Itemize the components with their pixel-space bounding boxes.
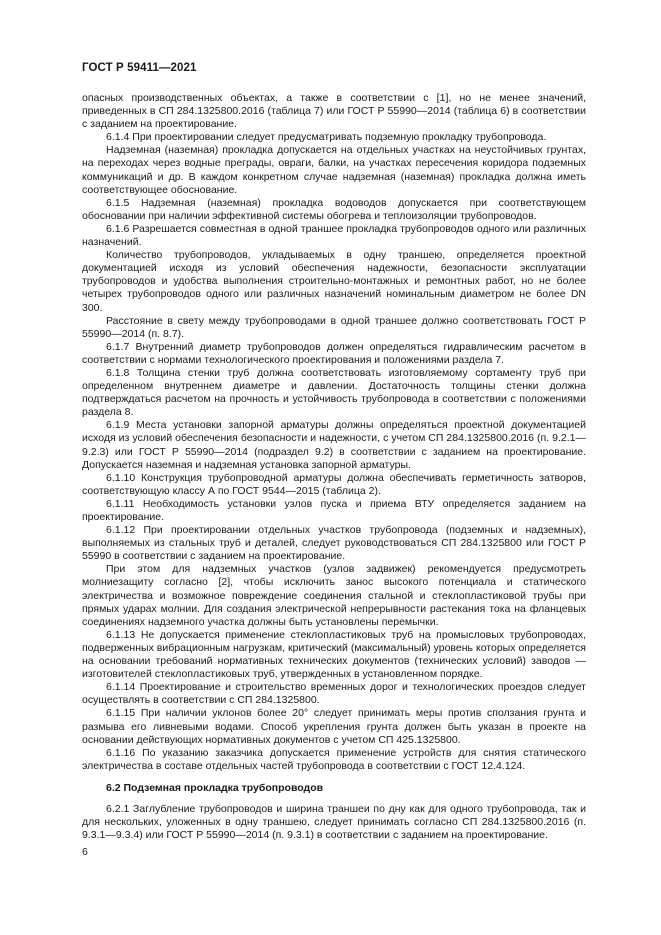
paragraph: опасных производственных объектах, а также в соответствии с [1], но не менее значений, приведенных в СП 284.1325800.2016 (таблица 7) или ГОСТ Р 55990—2014 (таблица 6) в соответствии с заданием на проектирование. <box>82 92 586 131</box>
paragraph: 6.2.1 Заглубление трубопроводов и ширина траншеи по дну как для одного трубопровода, так и для нескольких, уложенных в одну траншею, следует принимать согласно СП 284.1325800.2016 (п. 9.3.1—9.3.4) или ГОСТ Р 55990—2014 (п. 9.3.1) в соответствии с заданием на проектирование. <box>82 802 586 842</box>
paragraph: Надземная (наземная) прокладка допускается на отдельных участках на неустойчивых грунтах, на переходах через водные преграды, овраги, балки, на участках пересечения коридора подземных коммуникаций и др. В каждом конкретном случае надземная (наземная) прокладка должна иметь соответствующее обоснование. <box>82 144 586 196</box>
paragraph: 6.1.16 По указанию заказчика допускается применение устройств для снятия статического электричества в составе отдельных частей трубопровода в соответствии с ГОСТ 12.4.124. <box>82 746 586 772</box>
paragraph: 6.1.4 При проектировании следует предусматривать подземную прокладку трубопровода. <box>106 131 547 144</box>
paragraph: При этом для надземных участков (узлов задвижек) рекомендуется предусмотреть молниезащиту согласно [2], чтобы исключить занос высокого потенциала и статического электричества и возможное повреждение соединения стальной и стеклопластиковой трубы при прямых ударах молнии. Для создания электрической непрерывности растекания тока на фланцевых соединениях надземного участка должны быть установлены перемычки. <box>82 563 586 628</box>
paragraph: 6.1.7 Внутренний диаметр трубопроводов должен определяться гидравлическим расчетом в соответствии с нормами технологического проектирования и положениями раздела 7. <box>82 340 586 366</box>
document-body <box>82 92 586 842</box>
section-heading: 6.2 Подземная прокладка трубопроводов <box>106 781 324 794</box>
paragraph: 6.1.6 Разрешается совместная в одной траншее прокладка трубопроводов одного или различных назначений. <box>82 222 586 249</box>
paragraph: 6.1.14 Проектирование и строительство временных дорог и технологических проездов следует осуществлять в соответствии с СП 284.1325800. <box>82 681 586 707</box>
paragraph: 6.1.13 Не допускается применение стеклопластиковых труб на промысловых трубопроводах, подверженных вибрационным нагрузкам, критический (максимальный) уровень которых определяется на основании требований нормативных технических документов (технических условий) заводов — изготовителей стеклопластиковых труб, утвержденных в установленном порядке. <box>82 628 586 681</box>
paragraph: Расстояние в свету между трубопроводами в одной траншее должно соответствовать ГОСТ Р 55990—2014 (п. 8.7). <box>82 314 586 340</box>
paragraph: 6.1.10 Конструкция трубопроводной арматуры должна обеспечивать герметичность затворов, соответствующую классу А по ГОСТ 9544—2015 (таблица 2). <box>82 471 586 497</box>
page-number: 6 <box>82 846 88 858</box>
paragraph: Количество трубопроводов, укладываемых в одну траншею, определяется проектной документацией исходя из условий обеспечения надежности, безопасности эксплуатации трубопроводов и удобства выполнения строительно-монтажных и ремонтных работ, но не более четырех трубопроводов одного или различных назначений номинальным диаметром не более DN 300. <box>82 249 586 314</box>
paragraph: 6.1.15 При наличии уклонов более 20° следует принимать меры против сползания грунта и размыва его ливневыми водами. Способ укрепления грунта должен быть указан в проекте на основании действующих нормативных документов с учетом СП 425.1325800. <box>82 707 586 746</box>
paragraph: 6.1.5 Надземная (наземная) прокладка водоводов допускается при соответствующем обосновании при наличии эффективной системы обогрева и теплоизоляции трубопроводов. <box>82 196 586 222</box>
paragraph: 6.1.9 Места установки запорной арматуры должны определяться проектной документацией исходя из условий обеспечения безопасности и надежности, с учетом СП 284.1325800.2016 (п. 9.2.1—9.2.3) или ГОСТ Р 55990—2014 (подраздел 9.2) в соответствии с заданием на проектирование. Допускается наземная и надземная установка запорной арматуры. <box>82 419 586 471</box>
paragraph: 6.1.11 Необходимость установки узлов пуска и приема ВТУ определяется заданием на проектирование. <box>82 497 586 523</box>
paragraph: 6.1.8 Толщина стенки труб должна соответствовать изготовляемому сортаменту труб при определенном внутреннем диаметре и давлении. Достаточность толщины стенки должна подтверждаться расчетом на прочность и устойчивость трубопровода в соответствии с положениями раздела 8. <box>82 366 586 419</box>
document-header: ГОСТ Р 59411—2021 <box>82 62 197 74</box>
paragraph: 6.1.12 При проектировании отдельных участков трубопровода (подземных и надземных), выполняемых из стальных труб и деталей, следует руководствоваться СП 284.1325800 или ГОСТ Р 55990 в соответствии с заданием на проектирование. <box>82 524 586 563</box>
